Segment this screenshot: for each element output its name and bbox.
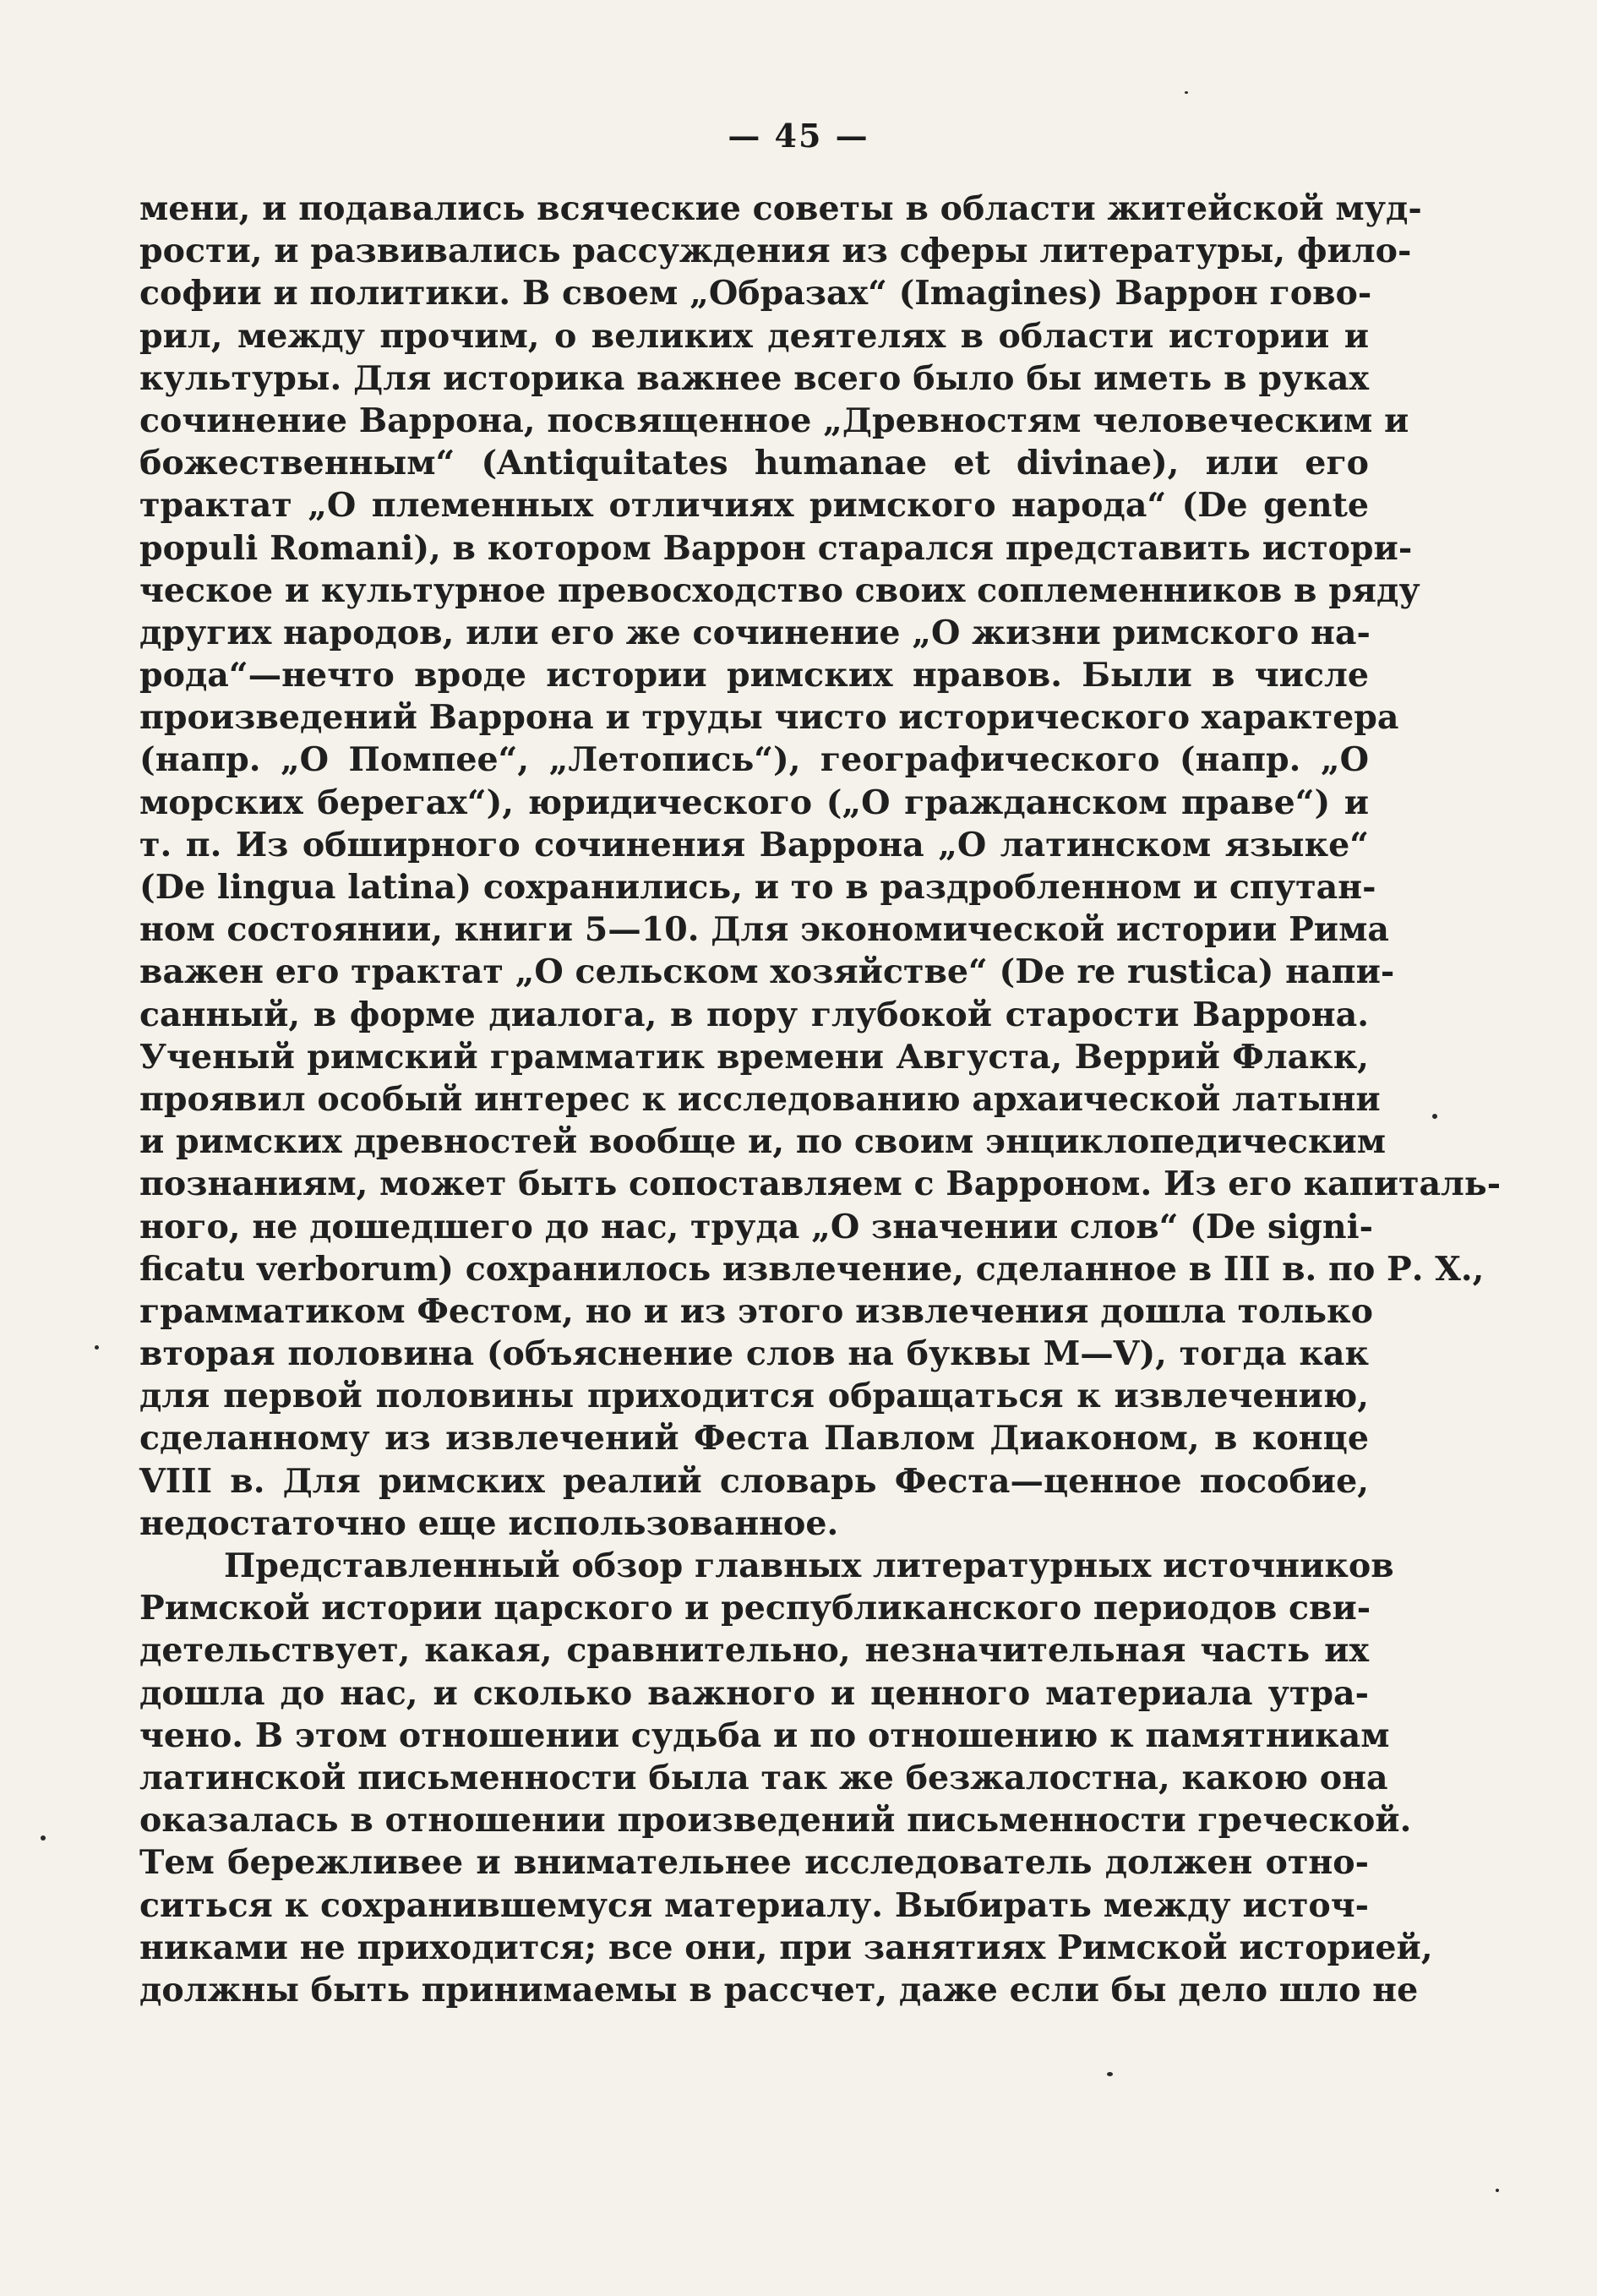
text-line: и римских древностей вообще и, по своим энциклопедическим (139, 1122, 1387, 1162)
scan-speck (1107, 2072, 1113, 2076)
text-line: (De lingua latina) сохранились, и то в раздробленном и спутан- (139, 868, 1376, 907)
text-line: латинской письменности была так же безжалостна, какою она (139, 1758, 1388, 1797)
text-line: рода“—нечто вроде истории римских нравов. Были в числе (139, 656, 1369, 695)
text-line: Представленный обзор главных литературных источников (224, 1546, 1394, 1585)
text-line: рости, и развивались рассуждения из сферы литературы, фило- (139, 232, 1412, 271)
text-line: Тем бережливее и внимательнее исследователь должен отно- (139, 1843, 1369, 1883)
text-line: чено. В этом отношении судьба и по отношению к памятникам (139, 1715, 1390, 1755)
paragraph-1 (139, 188, 1502, 1545)
scan-speck (41, 1835, 46, 1841)
text-line: VIII в. Для римских реалий словарь Феста—ценное пособие, (139, 1461, 1369, 1501)
scan-speck (95, 1345, 99, 1350)
text-line: морских берегах“), юридического („О гражданском праве“) и (139, 783, 1369, 822)
scan-speck (1185, 91, 1188, 94)
text-line: других народов, или его же сочинение „О жизни римского на- (139, 613, 1371, 652)
text-line: важен его трактат „О сельском хозяйстве“ (De re rustica) напи- (139, 952, 1395, 992)
text-line: вторая половина (объяснение слов на буквы M—V), тогда как (139, 1334, 1369, 1374)
text-line: ситься к сохранившемуся материалу. Выбирать между источ- (139, 1885, 1369, 1925)
text-line: санный, в форме диалога, в пору глубокой старости Варрона. (139, 995, 1369, 1034)
text-line: дошла до нас, и сколько важного и ценного материала утра- (139, 1673, 1369, 1713)
text-line: сочинение Варрона, посвященное „Древностям человеческим и (139, 401, 1409, 440)
text-line: сделанному из извлечений Феста Павлом Диаконом, в конце (139, 1419, 1369, 1459)
page-number: — 45 — (728, 117, 869, 155)
text-line: познаниям, может быть сопоставляем с Варроном. Из его капиталь- (139, 1164, 1502, 1204)
text-line: (напр. „О Помпее“, „Летопись“), географического (напр. „О (139, 740, 1369, 780)
text-line: оказалась в отношении произведений письменности греческой. (139, 1801, 1412, 1841)
text-line: грамматиком Фестом, но и из этого извлечения дошла только (139, 1291, 1373, 1331)
text-line: никами не приходится; все они, при занятиях Римской историей, (139, 1928, 1433, 1967)
paragraph-2 (139, 1545, 1433, 2011)
text-line: софии и политики. В своем „Образах“ (Imagines) Варрон гово- (139, 274, 1372, 314)
text-line: Римской истории царского и республиканского периодов сви- (139, 1589, 1371, 1628)
text-line: произведений Варрона и труды чисто исторического характера (139, 698, 1399, 738)
text-line: недостаточно еще использованное. (139, 1503, 839, 1543)
text-line: должны быть принимаемы в рассчет, даже если бы дело шло не (139, 1970, 1419, 2010)
text-line: мени, и подавались всяческие советы в области житейской муд- (139, 189, 1422, 228)
scan-speck (1496, 2189, 1499, 2192)
text-line: ficatu verborum) сохранилось извлечение, сделанное в III в. по Р. Х., (139, 1249, 1485, 1289)
text-line: populi Romani), в котором Варрон старался представить истори- (139, 528, 1413, 568)
scan-speck (1432, 1114, 1437, 1119)
text-line: ного, не дошедшего до нас, труда „О значении слов“ (De signi- (139, 1207, 1373, 1246)
text-line: проявил особый интерес к исследованию архаической латыни (139, 1079, 1381, 1119)
text-line: божественным“ (Antiquitates humanae et divinae), или его (139, 444, 1369, 483)
body-text (139, 188, 1502, 2011)
text-line: ном состоянии, книги 5—10. Для экономической истории Рима (139, 910, 1389, 950)
text-line: ческое и культурное превосходство своих соплеменников в ряду (139, 570, 1420, 610)
text-line: культуры. Для историка важнее всего было бы иметь в руках (139, 358, 1369, 398)
text-line: Ученый римский грамматик времени Августа, Веррий Флакк, (139, 1037, 1369, 1077)
text-line: т. п. Из обширного сочинения Варрона „О латинском языке“ (139, 825, 1369, 864)
text-line: детельствует, какая, сравнительно, незначительная часть их (139, 1631, 1369, 1671)
text-line: рил, между прочим, о великих деятелях в области истории и (139, 316, 1369, 356)
text-line: трактат „О племенных отличиях римского народа“ (De gente (139, 486, 1369, 526)
text-line: для первой половины приходится обращаться к извлечению, (139, 1377, 1369, 1416)
